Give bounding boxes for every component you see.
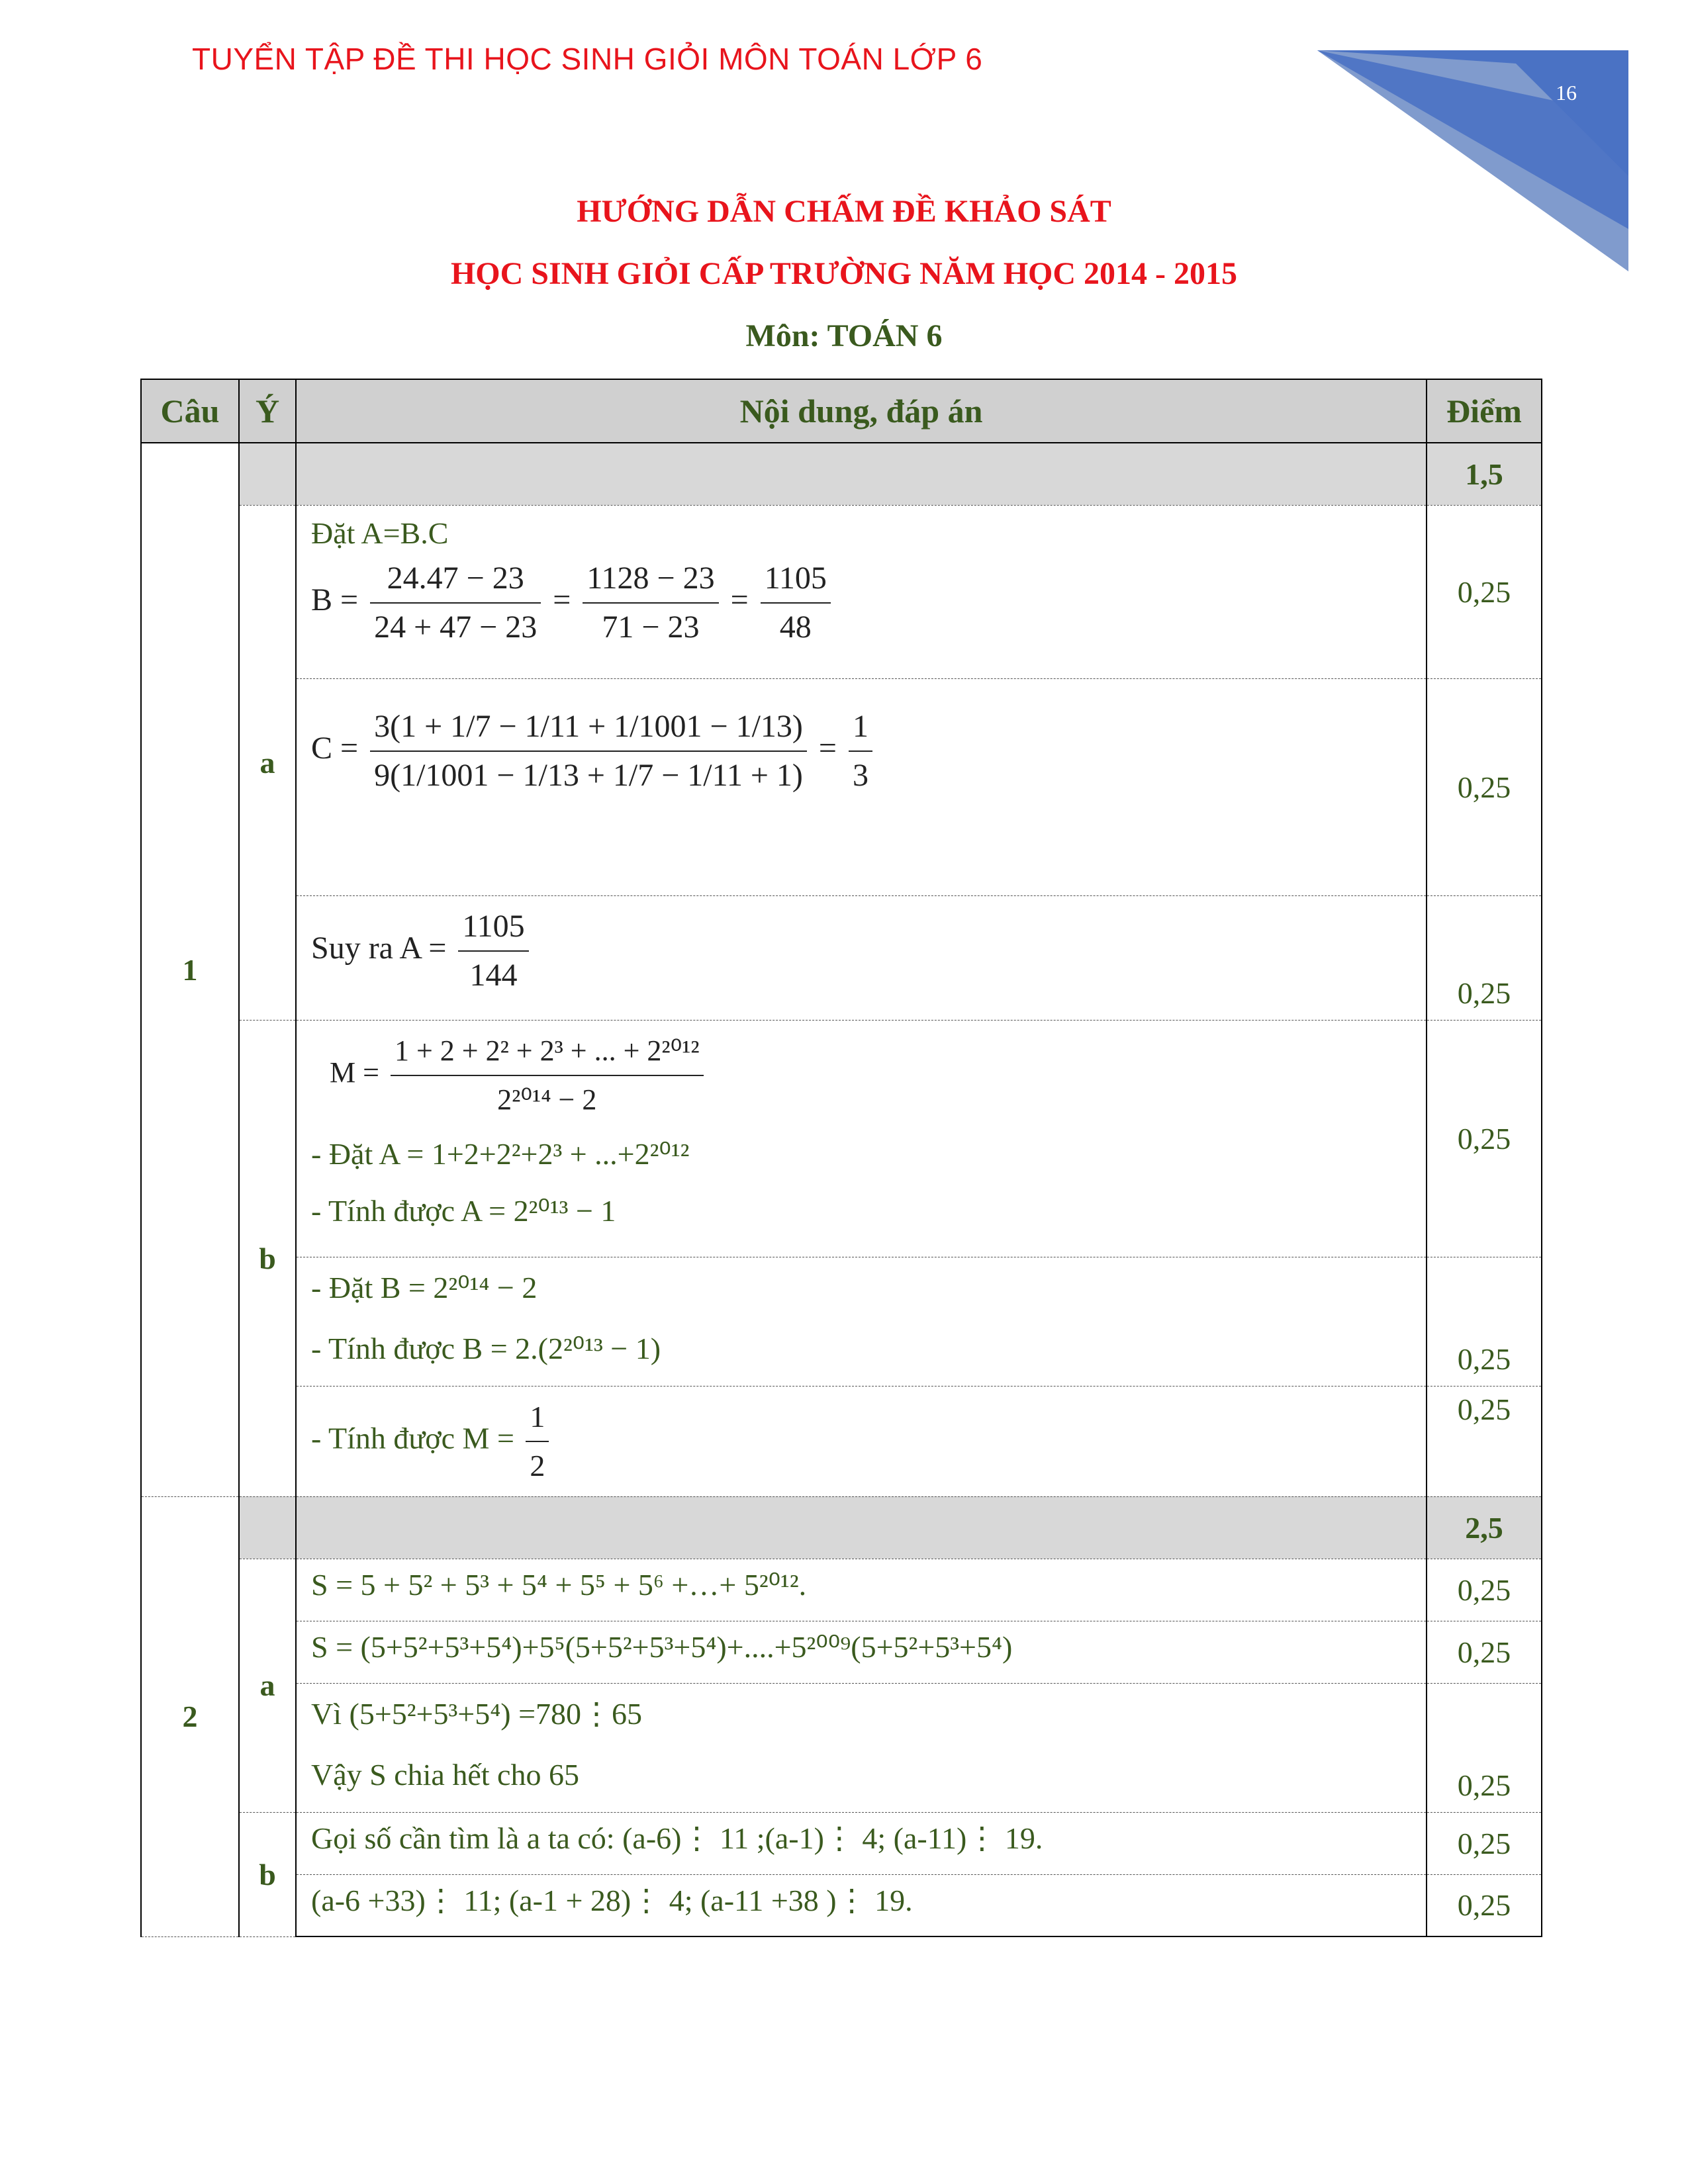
q1-r6-formula: - Tính được M = $\frac{1}{2}$ — [297, 1387, 1426, 1496]
q2-r5-points: 0,25 — [1427, 1874, 1542, 1936]
q1-row-1 — [141, 505, 1542, 678]
q1-r4-points: 0,25 — [1427, 1020, 1542, 1257]
table-header-row — [141, 379, 1542, 443]
page-number: 16 — [1556, 81, 1577, 105]
q2-total-points: 2,5 — [1427, 1496, 1542, 1559]
q2-r3-points: 0,25 — [1427, 1683, 1542, 1812]
q2-r3-line1: Vì (5+5²+5³+5⁴) =780⋮65 — [311, 1696, 643, 1731]
q1-r1-formula: B = $\frac{24.47 - 23}{24 + 47 - 23}$ = $\frac{1128 - 23}{71 - 23}$ = $\frac{1105}{48}$ — [311, 555, 1426, 651]
q1-section-row — [141, 443, 1542, 505]
q1-r4-line2: - Đặt A = 1+2+2²+2³ + ...+2²⁰¹² — [311, 1136, 690, 1171]
q2-part-a: a — [239, 1559, 296, 1812]
doc-subject: Môn: TOÁN 6 — [745, 318, 943, 353]
q1-row-2 — [141, 678, 1542, 895]
q1-r2-points: 0,25 — [1427, 678, 1542, 895]
q1-r2-formula: C = $\frac{3(1 + 1/7 - 1/11 + 1/1001 - 1/13)}{9(1/1001 - 1/13 + 1/7 - 1/11 + 1)}$ = $\frac{1}{3}$ — [297, 679, 1426, 806]
q2-r3-line2: Vậy S chia hết cho 65 — [311, 1757, 579, 1792]
q2-r2-points: 0,25 — [1427, 1621, 1542, 1683]
header-content: Nội dung, đáp án — [296, 379, 1427, 443]
q2-row-5 — [141, 1874, 1542, 1936]
series-title: TUYỂN TẬP ĐỀ THI HỌC SINH GIỎI MÔN TOÁN LỚP 6 — [192, 42, 983, 76]
q2-r5-text: (a-6 +33)⋮ 11; (a-1 + 28)⋮ 4; (a-11 +38 )⋮ 19. — [311, 1883, 913, 1917]
q2-row-4 — [141, 1812, 1542, 1874]
q1-total-points: 1,5 — [1427, 443, 1542, 505]
q1-r5-points: 0,25 — [1427, 1257, 1542, 1386]
q1-part-a: a — [239, 505, 296, 1020]
grading-table — [140, 379, 1542, 1937]
q1-row-3 — [141, 895, 1542, 1020]
q1-r3-points: 0,25 — [1427, 895, 1542, 1020]
header-cau: Câu — [141, 379, 239, 443]
q1-row-4 — [141, 1020, 1542, 1257]
q2-r2-text: S = (5+5²+5³+5⁴)+5⁵(5+5²+5³+5⁴)+....+5²⁰⁰⁹(5+5²+5³+5⁴) — [311, 1629, 1013, 1664]
q1-part-b: b — [239, 1020, 296, 1496]
q2-r1-text: S = 5 + 5² + 5³ + 5⁴ + 5⁵ + 5⁶ +…+ 5²⁰¹². — [311, 1567, 807, 1602]
q1-row-5 — [141, 1257, 1542, 1386]
q2-row-2 — [141, 1621, 1542, 1683]
q1-row-6 — [141, 1386, 1542, 1496]
corner-decoration — [1317, 50, 1628, 271]
q2-r4-points: 0,25 — [1427, 1812, 1542, 1874]
q1-r5-line2: - Tính được B = 2.(2²⁰¹³ − 1) — [311, 1331, 661, 1365]
q1-r1-text: Đặt A=B.C — [311, 516, 449, 550]
q2-row-3 — [141, 1683, 1542, 1812]
q1-number: 1 — [141, 443, 239, 1496]
q1-r6-points: 0,25 — [1427, 1386, 1542, 1496]
q1-r4-m-formula: M = $\frac{\text{1 + 2 + 2² + 2³ + ... + 2²⁰¹²}}{\text{2²⁰¹⁴ − 2}}$ — [311, 1027, 1426, 1124]
q2-row-1 — [141, 1559, 1542, 1621]
header-y: Ý — [239, 379, 296, 443]
doc-title-line2: HỌC SINH GIỎI CẤP TRƯỜNG NĂM HỌC 2014 - 2015 — [450, 256, 1238, 291]
doc-title-line1: HƯỚNG DẪN CHẤM ĐỀ KHẢO SÁT — [577, 194, 1111, 229]
q2-number: 2 — [141, 1496, 239, 1936]
q1-r5-line1: - Đặt B = 2²⁰¹⁴ − 2 — [311, 1270, 538, 1304]
q1-r1-points: 0,25 — [1427, 505, 1542, 678]
q1-r3-formula: Suy ra A = $\frac{1105}{144}$ — [297, 896, 1426, 1006]
q2-r1-points: 0,25 — [1427, 1559, 1542, 1621]
q2-r4-text: Gọi số cần tìm là a ta có: (a-6)⋮ 11 ;(a-1)⋮ 4; (a-11)⋮ 19. — [311, 1821, 1043, 1855]
q2-part-b: b — [239, 1812, 296, 1936]
header-points: Điểm — [1427, 379, 1542, 443]
q2-section-row — [141, 1496, 1542, 1559]
q1-r4-line3: - Tính được A = 2²⁰¹³ − 1 — [311, 1193, 616, 1228]
